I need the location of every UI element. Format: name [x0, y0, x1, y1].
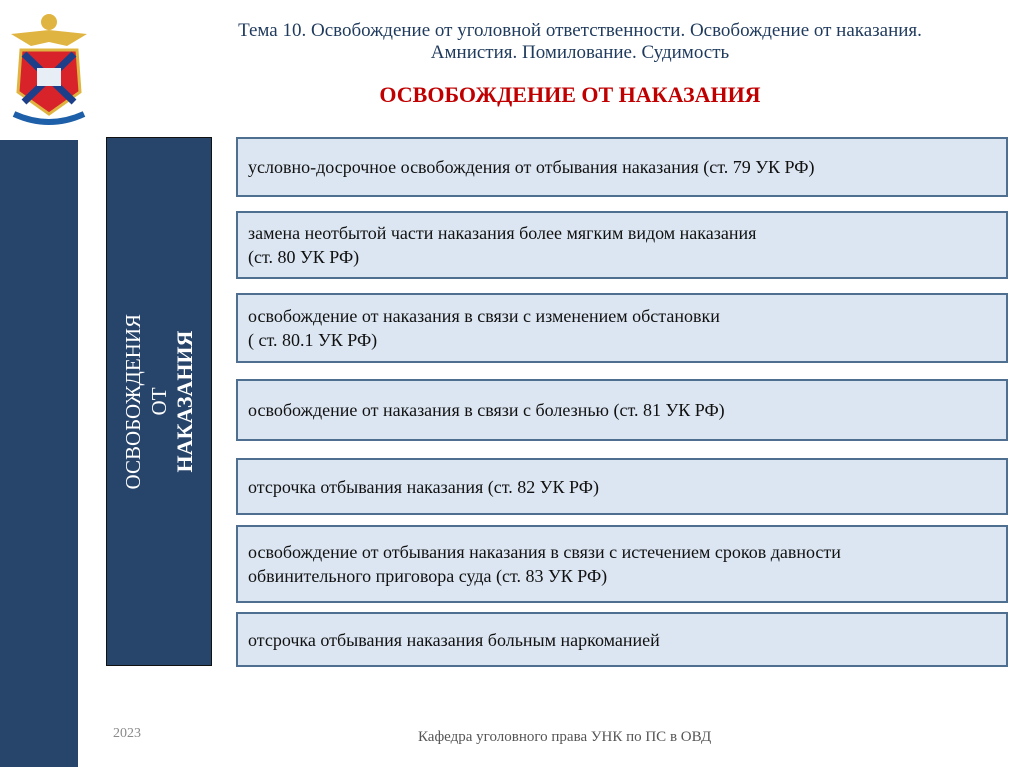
item-text: освобождение от наказания в связи с изменением обстановки: [248, 306, 720, 326]
item-text: обвинительного приговора суда (ст. 83 УК РФ): [248, 566, 608, 586]
item-text: замена неотбытой части наказания более мягким видом наказания: [248, 223, 757, 243]
slide-heading: ОСВОБОЖДЕНИЕ ОТ НАКАЗАНИЯ: [379, 82, 761, 107]
side-label-line-3: НАКАЗАНИЯ: [172, 330, 197, 473]
list-item: [236, 293, 1008, 363]
footer-department: Кафедра уголовного права УНК по ПС в ОВД: [418, 729, 712, 745]
list-item: [236, 137, 1008, 197]
side-label-line-1: ОСВОБОЖДЕНИЯ: [121, 313, 145, 490]
item-text: освобождение от отбывания наказания в связи с истечением сроков давности: [248, 542, 841, 562]
side-label: [106, 137, 212, 666]
slide-title: [140, 20, 1020, 64]
list-item: [236, 458, 1008, 515]
emblem-logo: [6, 2, 92, 128]
list-item: [236, 211, 1008, 279]
item-text: отсрочка отбывания наказания (ст. 82 УК РФ): [248, 476, 599, 497]
footer-year: 2023: [113, 726, 141, 741]
list-item: [236, 612, 1008, 667]
title-line-2: Амнистия. Помилование. Судимость: [430, 42, 730, 63]
item-text: условно-досрочное освобождения от отбывания наказания (ст. 79 УК РФ): [248, 157, 815, 177]
list-item: [236, 379, 1008, 441]
item-text: ( ст. 80.1 УК РФ): [248, 330, 378, 350]
title-line-1: Тема 10. Освобождение от уголовной ответственности. Освобождение от наказания.: [238, 20, 922, 41]
side-label-line-2: ОТ: [147, 387, 171, 416]
item-text: освобождение от наказания в связи с болезнью (ст. 81 УК РФ): [248, 400, 725, 420]
left-decor-bar: [0, 140, 78, 767]
item-text: (ст. 80 УК РФ): [248, 247, 360, 267]
list-item: [236, 525, 1008, 603]
item-text: отсрочка отбывания наказания больным наркоманией: [248, 629, 660, 650]
